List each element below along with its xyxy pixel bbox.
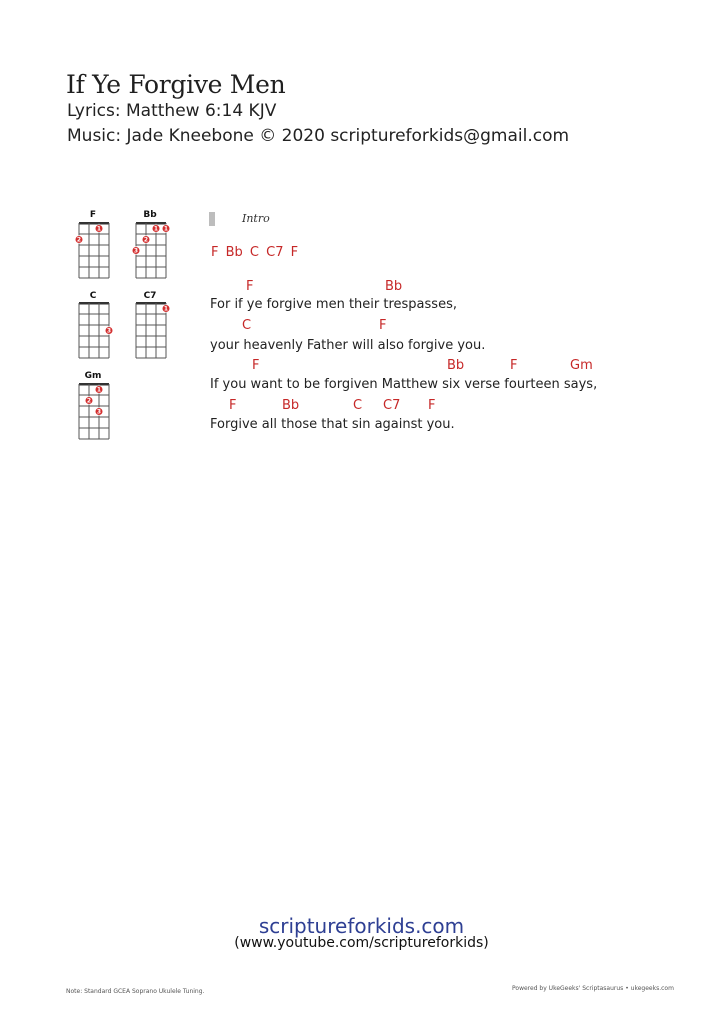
finger-number: 2: [86, 397, 92, 405]
chord-label: C: [242, 318, 252, 333]
finger-number: 1: [96, 386, 102, 394]
chord-diagram-f: [78, 222, 110, 278]
lyric-line: For if ye forgive men their trespasses,: [210, 297, 457, 312]
chord-label: Bb: [282, 398, 300, 413]
chord-label: F: [379, 318, 387, 333]
chord-nut: [79, 222, 109, 225]
finger-number: 1: [163, 305, 169, 313]
finger-number: 1: [96, 225, 102, 233]
chord-label: Gm: [570, 358, 593, 373]
chord-nut: [136, 222, 166, 225]
chord-label: F: [428, 398, 436, 413]
finger-number: 1: [163, 225, 169, 233]
chord-diagram-c7: [135, 302, 167, 358]
chord-diagram-name: C7: [143, 291, 157, 301]
finger-number: 2: [143, 236, 149, 244]
chord-diagram-name: F: [89, 210, 97, 220]
chord-diagram-c: [78, 302, 110, 358]
lyric-line: your heavenly Father will also forgive you.: [210, 338, 486, 353]
song-title: If Ye Forgive Men: [66, 70, 286, 99]
finger-number: 1: [153, 225, 159, 233]
site-link[interactable]: scriptureforkids.com: [258, 914, 465, 938]
intro-label: Intro: [242, 212, 270, 225]
chord-label: F: [510, 358, 518, 373]
lyrics-credit: Lyrics: Matthew 6:14 KJV: [67, 101, 277, 121]
chord-nut: [136, 302, 166, 305]
chord-label: C7: [383, 398, 401, 413]
powered-by: Powered by UkeGeeks' Scriptasaurus • ukegeeks.com: [512, 985, 674, 992]
chord-diagram-gm: [78, 383, 110, 439]
finger-number: 3: [133, 247, 139, 255]
chord-label: F: [229, 398, 237, 413]
youtube-link[interactable]: (www.youtube.com/scriptureforkids): [234, 935, 489, 951]
chord-label: F: [246, 279, 254, 294]
chord-nut: [79, 383, 109, 386]
chord-label: Bb: [385, 279, 403, 294]
chord-nut: [79, 302, 109, 305]
chord-diagram-name: C: [89, 291, 97, 301]
chord-diagram-name: Bb: [143, 210, 157, 220]
chord-diagram-name: Gm: [84, 371, 102, 381]
music-credit: Music: Jade Kneebone © 2020 scriptureforkids@gmail.com: [67, 126, 570, 146]
tuning-note: Note: Standard GCEA Soprano Ukulele Tuning.: [66, 988, 205, 995]
lyric-line: Forgive all those that sin against you.: [210, 417, 455, 432]
finger-number: 2: [76, 236, 82, 244]
intro-chords: F Bb C C7 F: [211, 245, 299, 260]
finger-number: 3: [106, 327, 112, 335]
lyric-line: If you want to be forgiven Matthew six verse fourteen says,: [210, 377, 598, 392]
finger-number: 3: [96, 408, 102, 416]
chord-label: F: [252, 358, 260, 373]
chord-diagram-bb: [135, 222, 167, 278]
chord-label: C: [353, 398, 363, 413]
chord-label: Bb: [447, 358, 465, 373]
intro-marker: [209, 212, 215, 226]
